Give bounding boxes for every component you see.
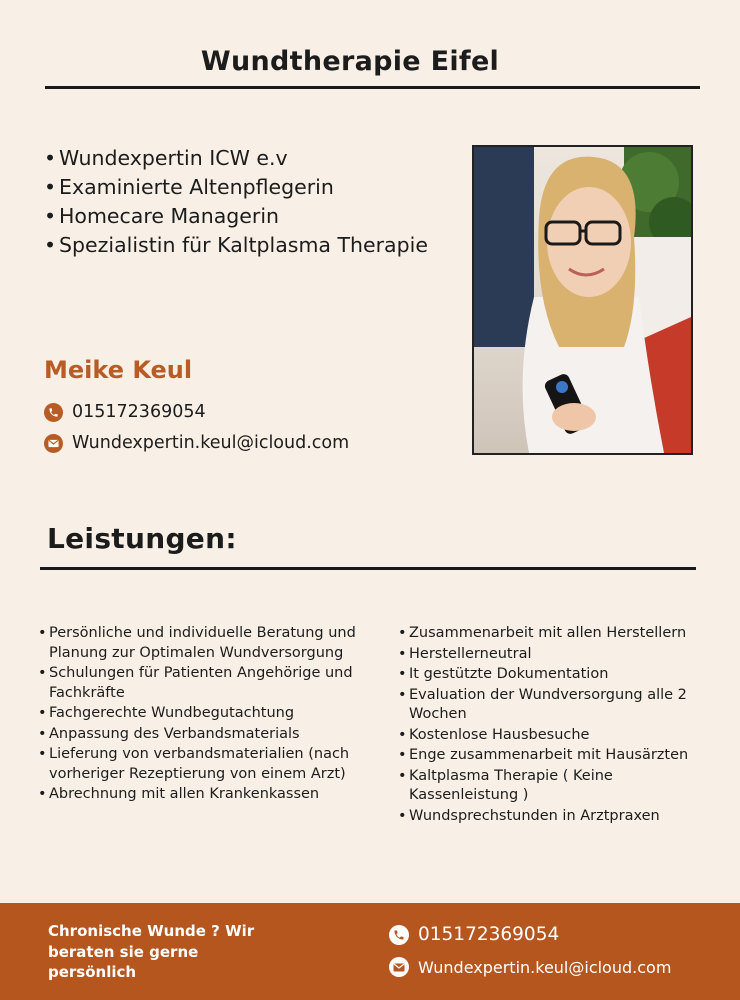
footer-slogan: Chronische Wunde ? Wir beraten sie gerne persönlich — [48, 922, 255, 981]
list-item: • Examinierte Altenpflegerin — [44, 173, 444, 202]
envelope-icon — [44, 434, 63, 453]
page-title: Wundtherapie Eifel — [200, 46, 500, 77]
list-item: • Wundsprechstunden in Arztpraxen — [398, 807, 718, 827]
list-item: • Abrechnung mit allen Krankenkassen — [38, 785, 378, 805]
services-heading: Leistungen: — [47, 522, 237, 555]
person-name: Meike Keul — [44, 356, 193, 384]
list-item: • Wundexpertin ICW e.v — [44, 144, 444, 173]
contact-phone[interactable] — [44, 402, 206, 422]
email-address: Wundexpertin.keul@icloud.com — [72, 433, 350, 453]
phone-icon — [389, 925, 409, 945]
list-item: • Kostenlose Hausbesuche — [398, 726, 718, 746]
qualifications-list — [44, 144, 444, 260]
footer-email[interactable] — [389, 957, 671, 977]
list-item: • Homecare Managerin — [44, 202, 444, 231]
title-divider — [45, 86, 700, 89]
list-item: • Evaluation der Wundversorgung alle 2 Wochen — [398, 686, 718, 725]
list-item: • Anpassung des Verbandsmaterials — [38, 725, 378, 745]
phone-number: 015172369054 — [72, 402, 206, 422]
services-divider — [40, 567, 696, 570]
envelope-icon — [389, 957, 409, 977]
list-item: • It gestützte Dokumentation — [398, 665, 718, 685]
contact-email[interactable] — [44, 433, 349, 453]
list-item: • Herstellerneutral — [398, 645, 718, 665]
services-list-right — [398, 624, 718, 827]
phone-icon — [44, 403, 63, 422]
list-item: • Spezialistin für Kaltplasma Therapie — [44, 231, 444, 260]
list-item: • Kaltplasma Therapie ( Keine Kassenleistung ) — [398, 767, 718, 806]
footer-email-address: Wundexpertin.keul@icloud.com — [418, 957, 672, 977]
footer-bar — [0, 903, 740, 1000]
list-item: • Fachgerechte Wundbegutachtung — [38, 704, 378, 724]
profile-photo — [472, 145, 693, 455]
footer-phone[interactable] — [389, 924, 559, 945]
footer-phone-number: 015172369054 — [418, 924, 560, 945]
services-list-left — [38, 624, 378, 806]
list-item: • Lieferung von verbandsmaterialien (nach vorheriger Rezeptierung von einem Arzt) — [38, 745, 378, 784]
list-item: • Enge zusammenarbeit mit Hausärzten — [398, 746, 718, 766]
list-item: • Schulungen für Patienten Angehörige und Fachkräfte — [38, 664, 378, 703]
list-item: • Persönliche und individuelle Beratung und Planung zur Optimalen Wundversorgung — [38, 624, 378, 663]
list-item: • Zusammenarbeit mit allen Herstellern — [398, 624, 718, 644]
